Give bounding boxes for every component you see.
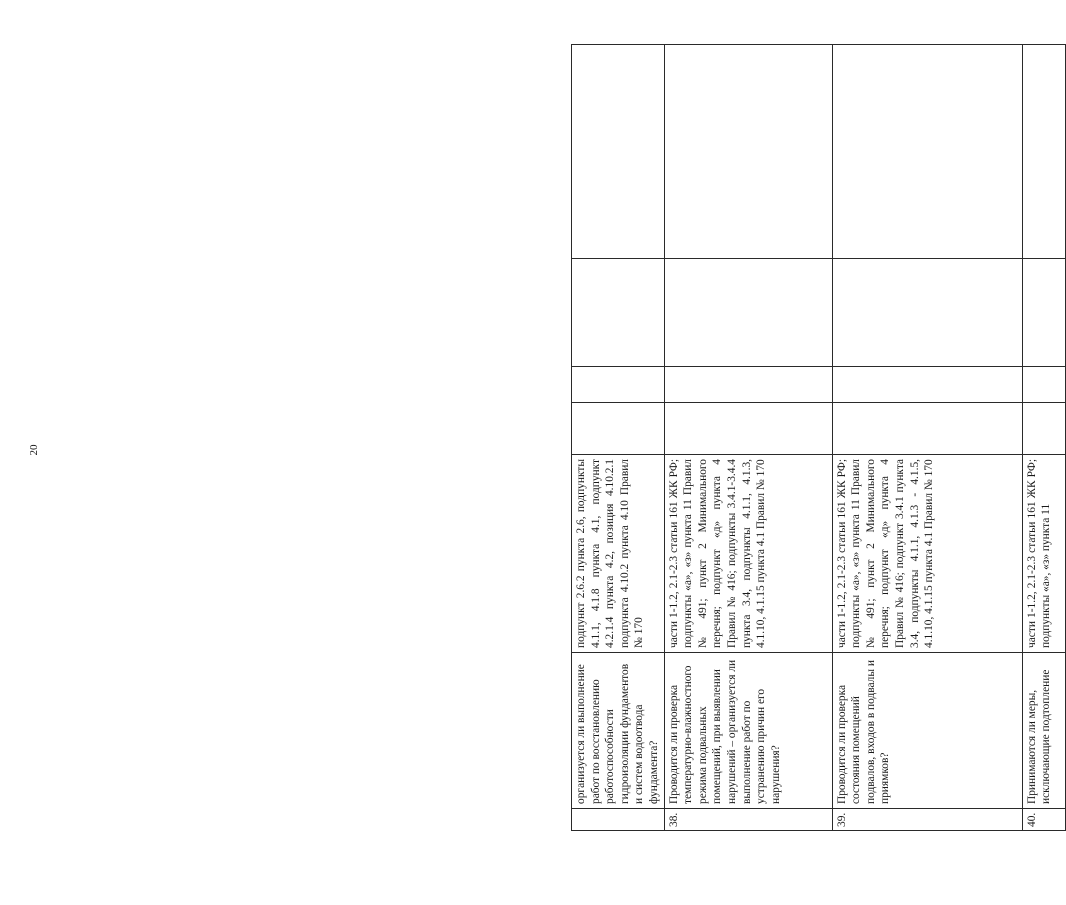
table-row <box>1022 45 1065 831</box>
table-row <box>664 45 832 831</box>
reference-cell: части 1-1.2, 2.1-2.3 статьи 161 ЖК РФ; подпункты «а», «з» пункта 11 Правил № 491; пункт 2 Минимального перечня; подпункт «д» пункта 4 Правил № 416; подпункты 3.4.1-3.4.4 пункта 3.4, подпункты 4.1.1, 4.1.3, 4.1.10, 4.1.15 пункта 4.1 Правил № 170 <box>664 455 832 653</box>
row-number <box>572 809 665 831</box>
reference-cell: части 1-1.2, 2.1-2.3 статьи 161 ЖК РФ; подпункты «а», «з» пункта 11 Правил № 491; пункт 2 Минимального перечня; подпункт «д» пункта 4 Правил № 416; подпункт 3.4.1 пункта 3.4, подпункты 4.1.1, 4.1.3 - 4.1.5, 4.1.10, 4.1.15 пункта 4.1 Правил № 170 <box>832 455 1022 653</box>
answer-cell-na <box>1022 259 1065 367</box>
note-cell <box>832 45 1022 259</box>
answer-cell-na <box>572 259 665 367</box>
question-cell: организуется ли выполнение работ по восстановлению работоспособности гидроизоляции фундаментов и систем водоотвода фундамента? <box>572 653 665 809</box>
answer-cell-na <box>664 259 832 367</box>
answer-cell-na <box>832 259 1022 367</box>
row-number: 40. <box>1022 809 1065 831</box>
reference-cell: подпункт 2.6.2 пункта 2.6, подпункты 4.1.1, 4.1.8 пункта 4.1, подпункт 4.2.1.4 пункта 4.2, позиция 4.10.2.1 подпункта 4.10.2 пункта 4.10 Правил № 170 <box>572 455 665 653</box>
question-cell: Проводится ли проверка состояния помещений подвалов, входов в подвалы и приямков? <box>832 653 1022 809</box>
reference-cell: части 1-1.2, 2.1-2.3 статьи 161 ЖК РФ; подпункты «а», «з» пункта 11 <box>1022 455 1065 653</box>
note-cell <box>664 45 832 259</box>
question-cell: Проводится ли проверка температурно-влажностного режима подвальных помещений, при выявлении нарушений – организуется ли выполнение работ по устранению причин его нарушения? <box>664 653 832 809</box>
row-number: 38. <box>664 809 832 831</box>
row-number: 39. <box>832 809 1022 831</box>
question-cell: Принимаются ли меры, исключающие подтопление <box>1022 653 1065 809</box>
note-cell <box>572 45 665 259</box>
answer-cell-no <box>1022 367 1065 403</box>
answer-cell-yes <box>572 403 665 455</box>
answer-cell-no <box>572 367 665 403</box>
answer-cell-no <box>664 367 832 403</box>
table-row <box>832 45 1022 831</box>
answer-cell-yes <box>1022 403 1065 455</box>
rotated-table-wrapper <box>571 45 1059 831</box>
note-cell <box>1022 45 1065 259</box>
table-row <box>572 45 665 831</box>
inspection-table <box>571 44 1066 831</box>
answer-cell-yes <box>664 403 832 455</box>
answer-cell-no <box>832 367 1022 403</box>
page-number: 20 <box>28 444 40 456</box>
answer-cell-yes <box>832 403 1022 455</box>
